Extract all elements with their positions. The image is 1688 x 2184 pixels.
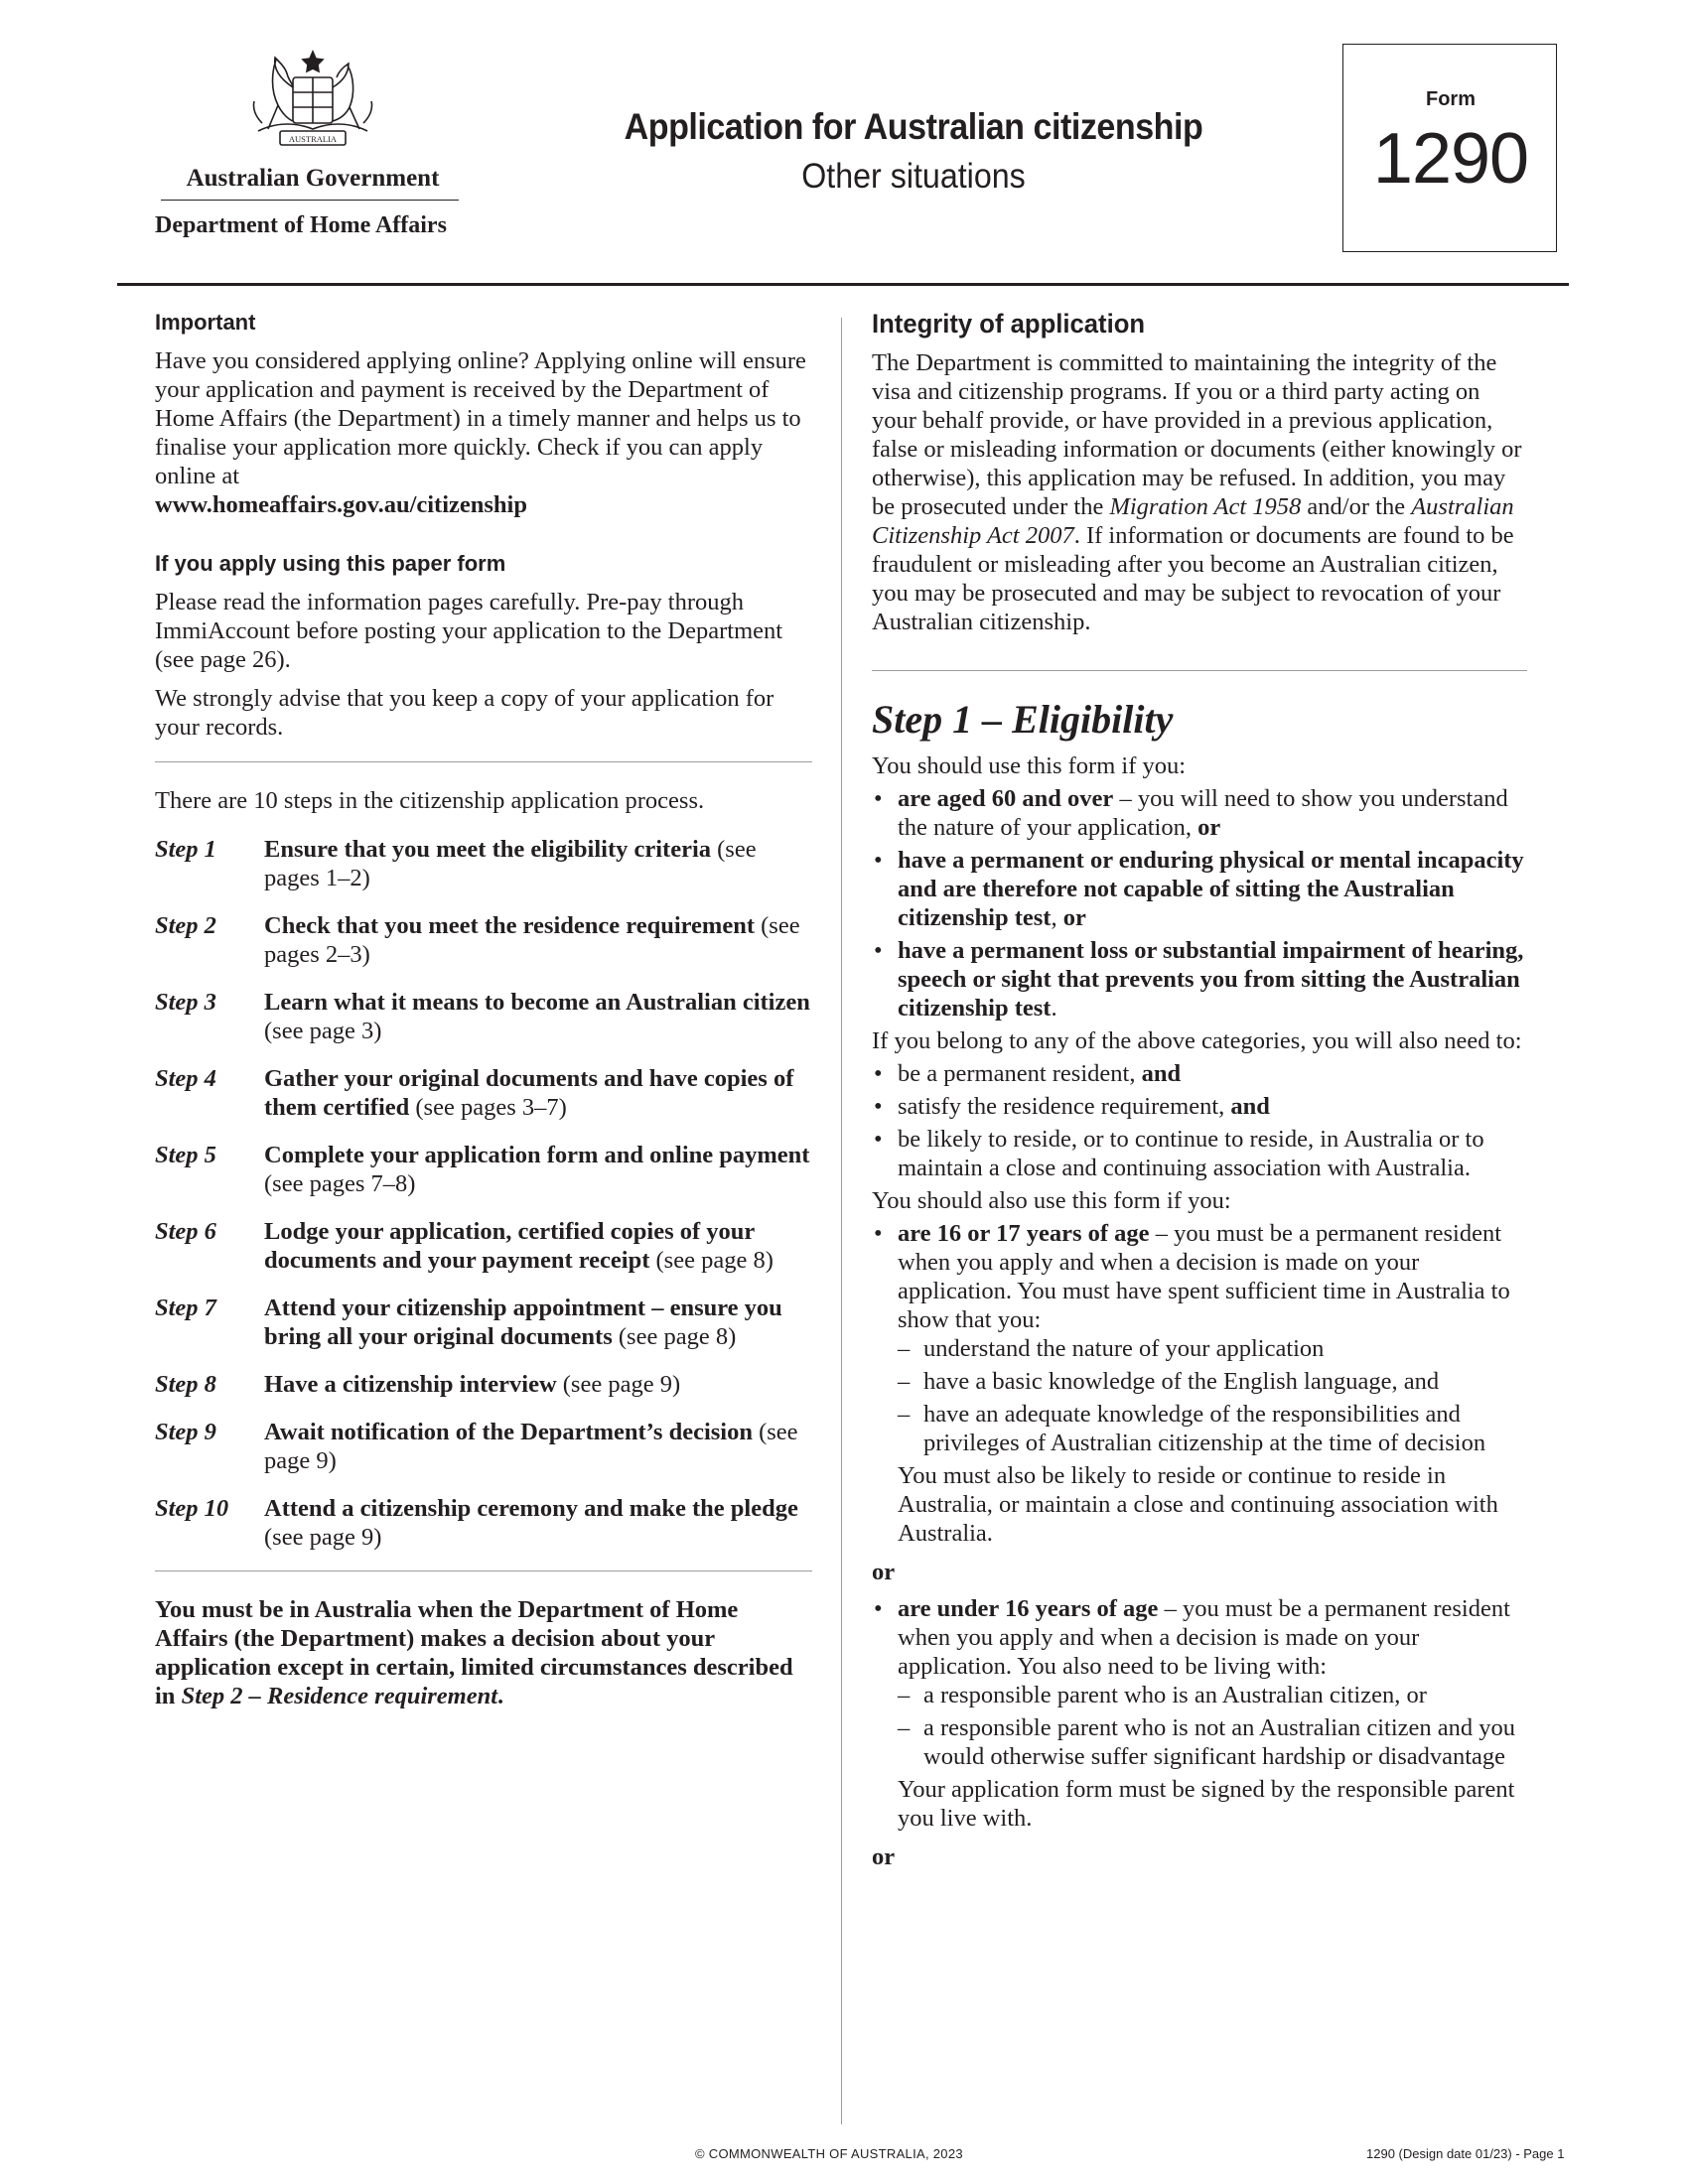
- step-row: [155, 1217, 812, 1275]
- step-label: Step 2: [155, 912, 216, 939]
- step-row: [155, 1141, 812, 1198]
- list-item: • are 16 or 17 years of age – you must be a permanent resident when you apply and when a decision is made on your application. You must have spent sufficient time in Australia to show that you: – understand the nature of your application – have a basic knowledge of the English language, and – have an adequate knowledge of the responsibilities and privileges of Australian citizenship at the time of decision: [872, 1219, 1527, 1457]
- svg-text:AUSTRALIA: AUSTRALIA: [288, 134, 338, 144]
- step-text: Attend a citizenship ceremony and make the pledge (see page 9): [264, 1495, 798, 1551]
- parent-signature-note: Your application form must be signed by the responsible parent you live with.: [898, 1776, 1515, 1832]
- step-label: Step 7: [155, 1295, 216, 1321]
- step-label: Step 1: [155, 836, 216, 863]
- header-divider: [117, 283, 1569, 286]
- important-paragraph: [155, 346, 812, 519]
- form-number: 1290: [1372, 119, 1529, 199]
- form-number-box: [1342, 44, 1557, 252]
- integrity-heading: Integrity of application: [872, 309, 1146, 339]
- step-text: Learn what it means to become an Australian citizen (see page 3): [264, 989, 810, 1044]
- coat-of-arms-logo: [238, 44, 387, 163]
- age-16-17-list: [872, 1219, 1527, 1457]
- step-text: Have a citizenship interview (see page 9): [264, 1371, 681, 1398]
- department-name: Department of Home Affairs: [155, 212, 447, 238]
- sub-list: [898, 1681, 1527, 1771]
- step-row: [155, 1418, 812, 1475]
- paper-form-text-2: We strongly advise that you keep a copy of your application for your records.: [155, 685, 774, 741]
- also-use-intro: You should also use this form if you:: [872, 1187, 1231, 1214]
- or-separator: or: [872, 1843, 896, 1870]
- list-item: • are under 16 years of age – you must be a permanent resident when you apply and when a decision is made on your application. You also need to be living with: – a responsible parent who is an Australian citizen, or – a responsible parent who is not an Australian citizen and you would otherwise suffer significant hardship or disadvantage: [872, 1594, 1527, 1771]
- reside-requirement: You must also be likely to reside or continue to reside in Australia, or maintain a close and continuing association with Australia.: [898, 1462, 1498, 1547]
- step-text: Complete your application form and online payment (see pages 7–8): [264, 1142, 810, 1197]
- requirements-list: [872, 1059, 1527, 1182]
- step-label: Step 8: [155, 1371, 216, 1398]
- important-heading: Important: [155, 310, 256, 335]
- must-be-in-australia-notice: You must be in Australia when the Department of Home Affairs (the Department) makes a decision about your application except in certain, limited circumstances described in Step 2 – Residence requirement.: [155, 1596, 793, 1709]
- step-text: Attend your citizenship appointment – ensure you bring all your original documents (see page 8): [264, 1295, 782, 1350]
- step1-heading: Step 1 – Eligibility: [872, 697, 1174, 742]
- step-text: Gather your original documents and have copies of them certified (see pages 3–7): [264, 1065, 794, 1121]
- step-label: Step 4: [155, 1065, 216, 1092]
- or-separator: or: [872, 1559, 896, 1585]
- sub-list-item: – have a basic knowledge of the English language, and: [898, 1367, 1527, 1396]
- left-column: [155, 308, 812, 1720]
- step-label: Step 6: [155, 1218, 216, 1245]
- step-label: Step 3: [155, 989, 216, 1016]
- categories-text: If you belong to any of the above categories, you will also need to:: [872, 1027, 1522, 1054]
- footer-page-info: 1290 (Design date 01/23) - Page 1: [1366, 2146, 1565, 2161]
- step-row: [155, 1494, 812, 1552]
- step-row: [155, 835, 812, 892]
- column-divider: [841, 318, 842, 2124]
- step-row: [155, 911, 812, 969]
- form-subtitle: Other situations: [801, 157, 1026, 196]
- step-row: [155, 988, 812, 1045]
- step-row: [155, 1294, 812, 1351]
- list-item: • satisfy the residence requirement, and: [872, 1092, 1527, 1121]
- footer-copyright: © COMMONWEALTH OF AUSTRALIA, 2023: [695, 2146, 963, 2161]
- step-row: [155, 1064, 812, 1122]
- right-column: [872, 310, 1527, 1879]
- form-title: Application for Australian citizenship: [624, 106, 1203, 147]
- sub-list-item: – understand the nature of your application: [898, 1334, 1527, 1363]
- steps-intro: There are 10 steps in the citizenship application process.: [155, 787, 705, 814]
- step-row: [155, 1370, 812, 1399]
- step-label: Step 9: [155, 1419, 216, 1445]
- sub-list-item: – a responsible parent who is an Australian citizen, or: [898, 1681, 1527, 1709]
- step-text: Ensure that you meet the eligibility criteria (see pages 1–2): [264, 836, 757, 891]
- sub-list-item: – a responsible parent who is not an Australian citizen and you would otherwise suffer significant hardship or disadvantage: [898, 1713, 1527, 1771]
- government-name: Australian Government: [186, 165, 440, 192]
- paper-form-text-1: Please read the information pages carefully. Pre-pay through ImmiAccount before posting your application to the Department (see page 26).: [155, 589, 783, 673]
- list-item: • be a permanent resident, and: [872, 1059, 1527, 1088]
- step-text: Lodge your application, certified copies of your documents and your payment receipt (see page 8): [264, 1218, 774, 1274]
- sub-list-item: – have an adequate knowledge of the responsibilities and privileges of Australian citizenship at the time of decision: [898, 1400, 1527, 1457]
- paper-form-heading: If you apply using this paper form: [155, 551, 506, 576]
- form-label: Form: [1426, 88, 1476, 110]
- step-label: Step 5: [155, 1142, 216, 1168]
- citizenship-url-link[interactable]: www.homeaffairs.gov.au/citizenship: [155, 491, 527, 518]
- government-name-rule: [161, 200, 459, 201]
- list-item: • have a permanent or enduring physical or mental incapacity and are therefore not capable of sitting the Australian citizenship test, or: [872, 846, 1527, 932]
- section-divider: [872, 670, 1527, 671]
- sub-list: [898, 1334, 1527, 1457]
- under-16-list: [872, 1594, 1527, 1771]
- use-form-intro: You should use this form if you:: [872, 752, 1187, 779]
- step-text: Await notification of the Department’s decision (see page 9): [264, 1419, 798, 1474]
- list-item: • be likely to reside, or to continue to reside, in Australia or to maintain a close and continuing association with Australia.: [872, 1125, 1527, 1182]
- section-divider: [155, 761, 812, 762]
- eligibility-list: [872, 784, 1527, 1023]
- step-label: Step 10: [155, 1495, 229, 1522]
- section-divider: [155, 1570, 812, 1571]
- steps-list: [155, 835, 812, 1552]
- step-text: Check that you meet the residence requirement (see pages 2–3): [264, 912, 800, 968]
- important-text: Have you considered applying online? Applying online will ensure your application and payment is received by the Department of Home Affairs (the Department) in a timely manner and helps us to finalise your application more quickly. Check if you can apply online at: [155, 347, 806, 489]
- integrity-paragraph: The Department is committed to maintaining the integrity of the visa and citizenship programs. If you or a third party acting on your behalf provide, or have provided in a previous application, false or misleading information or documents (either knowingly or otherwise), this application may be refused. In addition, you may be prosecuted under the Migration Act 1958 and/or the Australian Citizenship Act 2007. If information or documents are found to be fraudulent or misleading after you become an Australian citizen, you may be prosecuted and may be subject to revocation of your Australian citizenship.: [872, 349, 1522, 635]
- list-item: • have a permanent loss or substantial impairment of hearing, speech or sight that prevents you from sitting the Australian citizenship test.: [872, 936, 1527, 1023]
- list-item: • are aged 60 and over – you will need to show you understand the nature of your application, or: [872, 784, 1527, 842]
